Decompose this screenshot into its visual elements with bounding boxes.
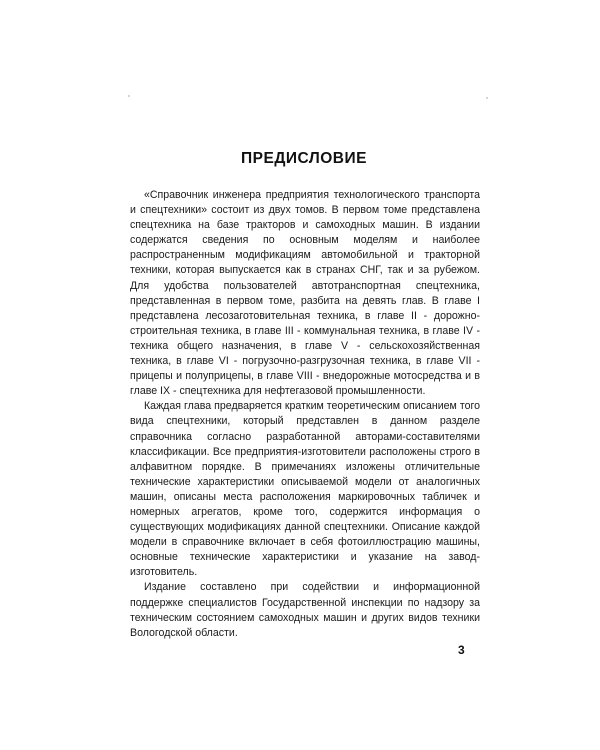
- preface-body: [130, 188, 480, 641]
- page-number: 3: [458, 643, 465, 657]
- paragraph: «Справочник инженера предприятия технологического транспорта и спецтехники» состоит из двух томов. В первом томе представлена спецтехника на базе тракторов и самоходных машин. В издании содержатся сведения по основным моделям и наиболее распространенным модификациям автомобильной и тракторной техники, которая выпускается как в странах СНГ, так и за рубежом. Для удобства пользователей автотранспортная спецтехника, представленная в первом томе, разбита на девять глав. В главе I представлена лесозаготовительная техника, в главе II - дорожно-строительная техника, в главе III - коммунальная техника, в главе IV - техника общего назначения, в главе V - сельскохозяйственная техника, в главе VI - погрузочно-разгрузочная техника, в главе VII - прицепы и полуприцепы, в главе VIII - внедорожные мотосредства и в главе IX - спецтехника для нефтегазовой промышленности.: [130, 189, 480, 398]
- paragraph: Издание составлено при содействии и информационной поддержке специалистов Государственной инспекции по надзору за техническим состоянием самоходных машин и других видов техники Вологодской области.: [130, 581, 480, 639]
- paragraph: Каждая глава предваряется кратким теоретическим описанием того вида спецтехники, который представлен в данном разделе справочника согласно разработанной авторами-составителями классификации. Все предприятия-изготовители расположены строго в алфавитном порядке. В примечаниях изложены отличительные технические характеристики описываемой модели от аналогичных машин, описаны места расположения маркировочных табличек и номерных агрегатов, кроме того, содержится информация о существующих модификациях данной спецтехники. Описание каждой модели в справочнике включает в себя фотоиллюстрацию машины, основные технические характеристики и указание на завод-изготовитель.: [130, 400, 480, 579]
- scan-speck: [128, 95, 130, 97]
- scan-speck: [486, 97, 488, 99]
- page-title: ПРЕДИСЛОВИЕ: [241, 150, 367, 167]
